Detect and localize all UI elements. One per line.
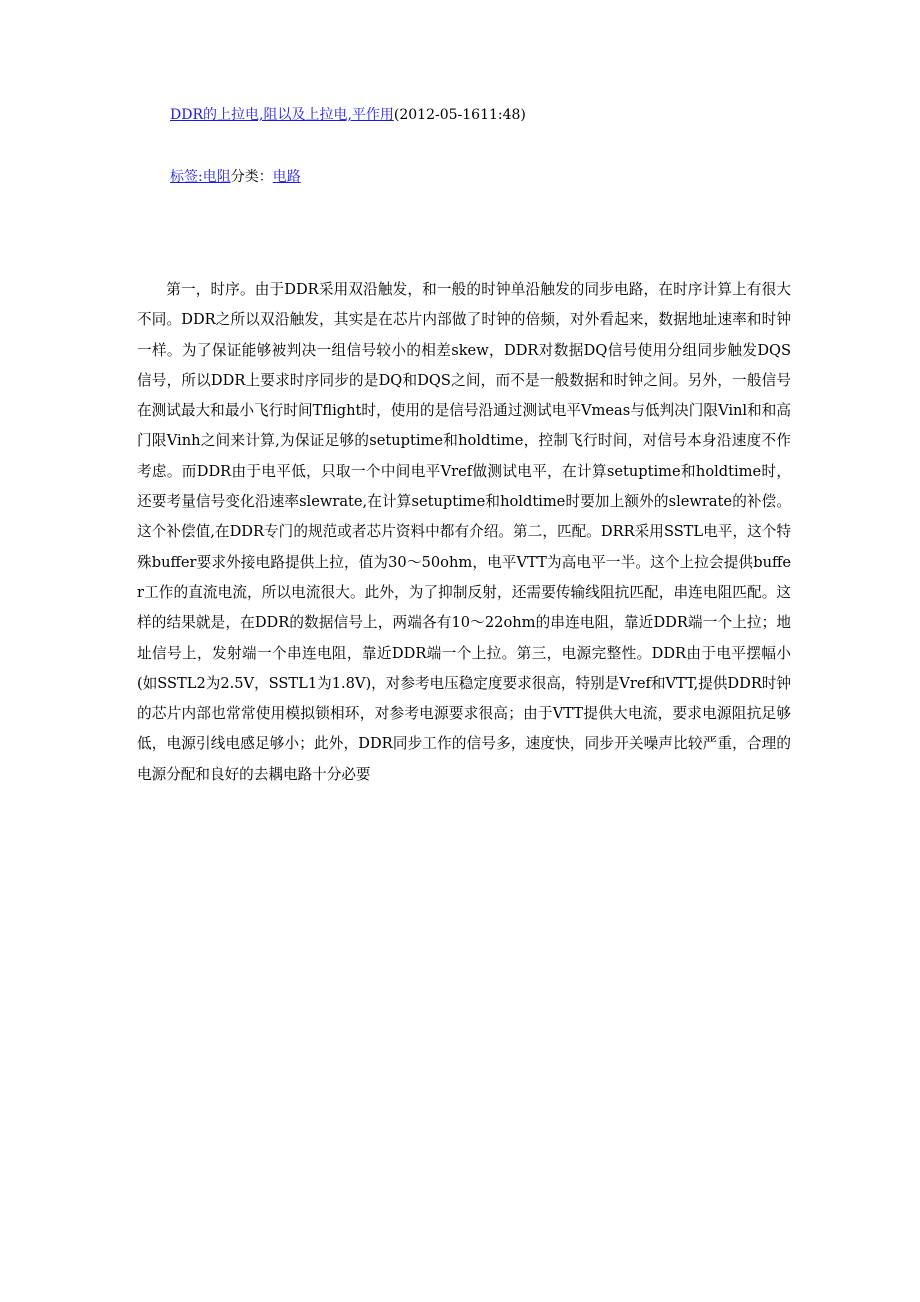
- tag-label-link[interactable]: 标签:: [170, 169, 203, 185]
- tag-value-link[interactable]: 电阻: [202, 169, 231, 185]
- tag-line: [170, 166, 301, 188]
- article-body: 第一，时序。由于DDR采用双沿触发，和一般的时钟单沿触发的同步电路，在时序计算上有很大不同。DDR之所以双沿触发，其实是在芯片内部做了时钟的倍频，对外看起来，数据地址速率和时钟一样。为了保证能够被判决一组信号较小的相差skew，DDR对数据DQ信号使用分组同步触发DQS信号，所以DDR上要求时序同步的是DQ和DQS之间，而不是一般数据和时钟之间。另外，一般信号在测试最大和最小飞行时间Tflight时，使用的是信号沿通过测试电平Vmeas与低判决门限Vinl和和高门限Vinh之间来计算,为保证足够的setuptime和holdtime，控制飞行时间，对信号本身沿速度不作考虑。而DDR由于电平低，只取一个中间电平Vref做测试电平，在计算setuptime和holdtime时，还要考量信号变化沿速率slewrate,在计算setuptime和holdtime时要加上额外的slewrate的补偿。这个补偿值,在DDR专门的规范或者芯片资料中都有介绍。第二，匹配。DRR采用SSTL电平，这个特殊buffer要求外接电路提供上拉，值为30～50ohm，电平VTT为高电平一半。这个上拉会提供buffer工作的直流电流，所以电流很大。此外，为了抑制反射，还需要传输线阻抗匹配，串连电阻匹配。这样的结果就是，在DDR的数据信号上，两端各有10～22ohm的串连电阻，靠近DDR端一个上拉；地址信号上，发射端一个串连电阻，靠近DDR端一个上拉。第三，电源完整性。DDR由于电平摆幅小(如SSTL2为2.5V，SSTL1为1.8V)，对参考电压稳定度要求很高，特别是Vref和VTT,提供DDR时钟的芯片内部也常常使用模拟锁相环，对参考电源要求很高；由于VTT提供大电流，要求电源阻抗足够低，电源引线电感足够小；此外，DDR同步工作的信号多，速度快，同步开关噪声比较严重，合理的电源分配和良好的去耦电路十分必要: [137, 281, 791, 783]
- category-label: 分类：: [230, 169, 273, 185]
- article-timestamp: (2012-05-1611:48): [393, 107, 526, 123]
- article-title-link[interactable]: DDR的上拉电,阻以及上拉电,平作用: [170, 107, 394, 123]
- article-title-line: [170, 104, 526, 126]
- category-value-link[interactable]: 电路: [272, 169, 301, 185]
